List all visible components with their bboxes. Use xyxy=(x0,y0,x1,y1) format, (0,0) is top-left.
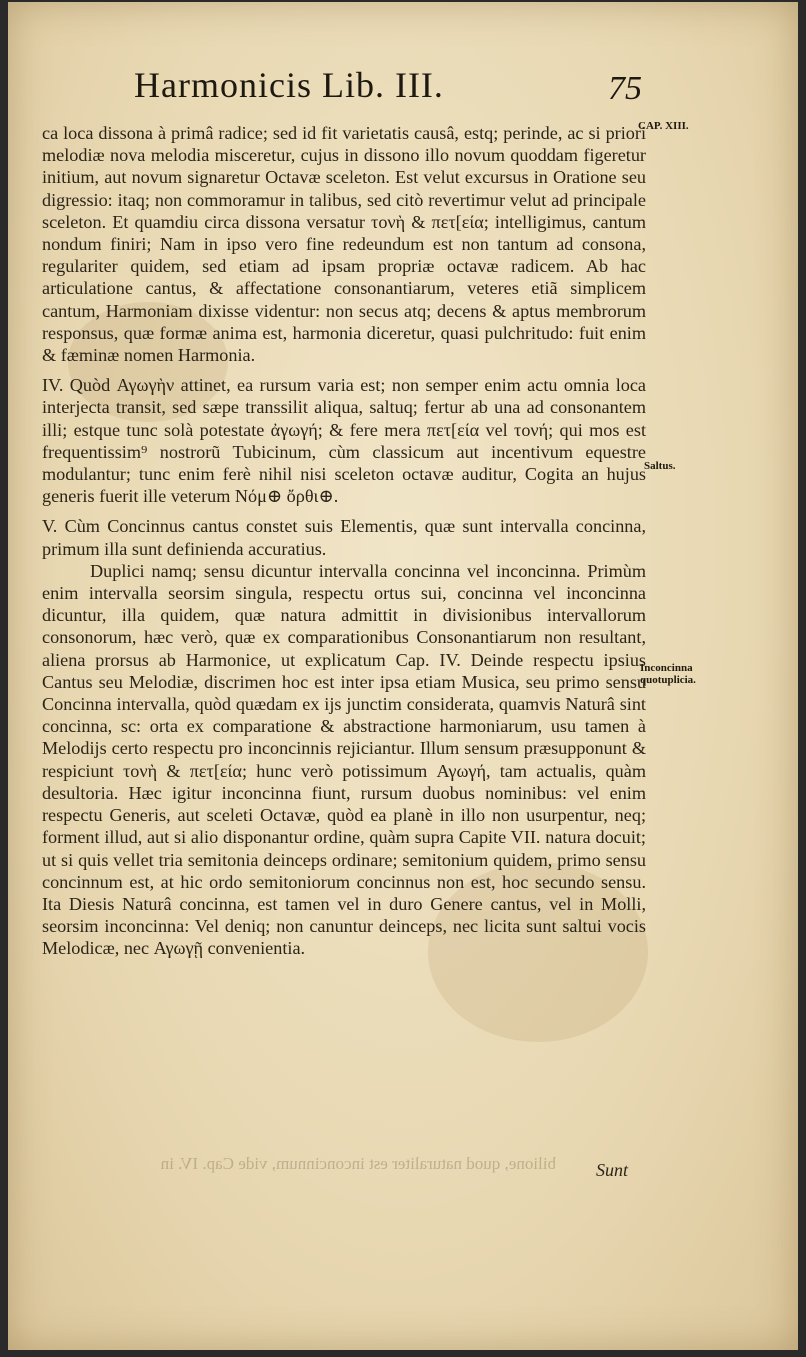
paragraph: Duplici namq; sensu dicuntur intervalla concinna vel inconcinna. Primùm enim intervalla seorsim singula, respectu ortus sui, concinna vel inconcinna dicuntur, illa quidem, quæ natura admittit in divisionibus intervallorum consonorum, hæc verò, quæ ex comparationibus Consonantiarum non resultant, aliena prorsus ab Harmonice, ut explicatum Cap. IV. Deinde respectu ipsius Cantus seu Melodiæ, discrimen hoc est inter ipsa etiam Musica, seu primo sensu Concinna intervalla, quòd quædam ex ijs junctim considerata, quamvis Naturâ sint concinna, sc: orta ex comparatione & abstractione harmoniarum, usu tamen à Melodijs certo respectu pro inconcinnis rejiciantur. Illum sensum præsupponunt & respiciunt τονὴ & πετ[εία; hunc verò potissimum Αγωγή, tam actualis, quàm desultoria. Hæc igitur inconcinna fiunt, rursum duobus nominibus: vel enim respectu Generis, aut sceleti Octavæ, quòd ea planè in illo non usurpentur, neq; forment illud, aut si alio disponantur ordine, quàm supra Capite VII. natura docuit; ut si quis vellet tria semitonia deinceps ordinare; semitonium quidem, primo sensu concinnum est, at hic ordo semitoniorum concinnus non est, hoc secundo sensu. Ita Diesis Naturâ concinna, est tamen vel in duro Genere cantus, vel in Molli, seorsim inconcinna: Vel deniq; non canuntur deinceps, nec licita sunt saltui vocis Melodicæ, nec Αγωγῇ convenientia. xyxy=(42,560,646,959)
paragraph: IV. Quòd Αγωγὴν attinet, ea rursum varia est; non semper enim actu omnia loca interjecta transit, sed sæpe transsilit aliqua, saltuq; fertur ab una ad consonantem illi; estque tunc solà potestate ἀγωγή; & fere mera πετ[εία vel τονή; qui mos est frequentissim⁹ nostrorũ Tubicinum, cùm classicum aut incentivum equestre modulantur; tunc enim ferè nihil nisi sceleton octavæ auditur, Cogita an hujus generis fuerit ille veterum Νόμ⊕ ὄρθι⊕. xyxy=(42,375,646,507)
page-number: 75 xyxy=(608,70,642,107)
catchword: Sunt xyxy=(596,1160,629,1180)
book-page xyxy=(8,2,798,1350)
running-head: Harmonicis Lib. III. xyxy=(134,65,444,105)
paragraph: V. Cùm Concinnus cantus constet suis Elementis, quæ sunt intervalla concinna, primum illa sunt definienda accuratius. xyxy=(42,516,646,559)
margin-note-saltus: Saltus. xyxy=(644,460,676,472)
paragraph: ca loca dissona à primâ radice; sed id fit varietatis causâ, estq; perinde, ac si priori melodiæ nova melodia misceretur, cujus in dissono illo novum quoddam figeretur initium, aut novum signaretur Octavæ sceleton. Est velut excursus in Oratione seu digressio: itaq; non commoramur in talibus, sed citò revertimur velut ad principale sceleton. Et quamdiu circa dissona versatur τονὴ & πετ[εία; intelligimus, cantum nondum finiri; Nam in ipso vero fine redeundum est non tantum ad consona, regulariter quidem, sed etiam ad ipsam propriæ octavæ radicem. Ab hac articulatione cantus, & affectatione consonantiarum, veteres etiã simplicem cantum, Harmoniam dixisse videntur: non secus atq; decens & aptus membrorum responsus, quæ formæ anima est, harmonia diceretur, quasi pulchritudo: fuit enim & fæminæ nomen Harmonia. xyxy=(42,123,646,366)
margin-note-chapter: CAP. XIII. xyxy=(638,120,689,132)
main-text xyxy=(42,122,646,960)
bleed-through-text: bilione, quod naturaliter est inconcinnum, vide Cap. IV. in xyxy=(160,1154,556,1173)
margin-note-inconcinna: Inconcinna quotuplicia. xyxy=(640,662,696,686)
